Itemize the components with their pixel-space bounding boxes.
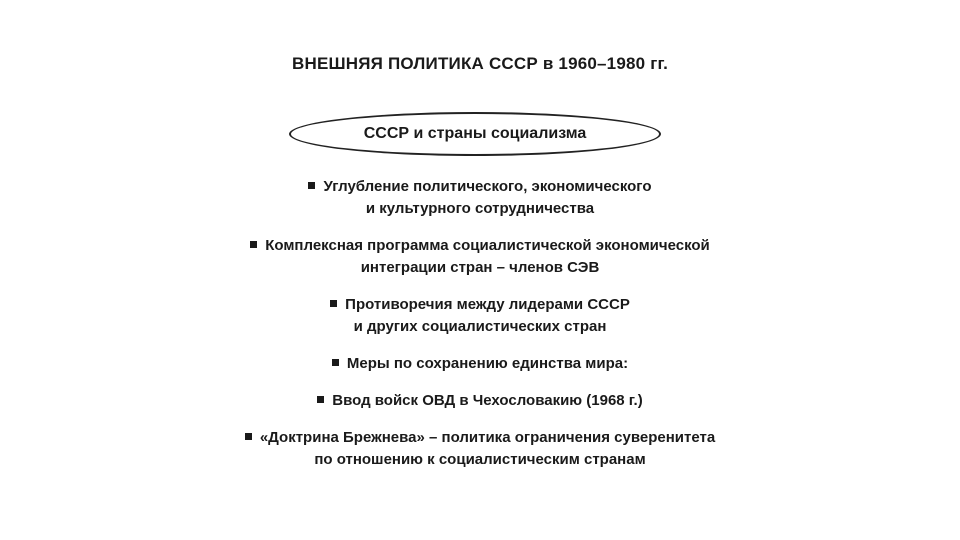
item-line-1: Ввод войск ОВД в Чехословакию (1968 г.) xyxy=(332,392,643,409)
item-line-2: и культурного сотрудничества xyxy=(365,200,595,217)
list-item xyxy=(0,294,960,338)
item-line-1: Противоречия между лидерами СССР xyxy=(345,296,630,313)
square-bullet-icon xyxy=(308,182,315,189)
bullet-list xyxy=(0,176,960,486)
list-item xyxy=(0,390,960,412)
square-bullet-icon xyxy=(317,396,324,403)
item-line-2: интеграции стран – членов СЭВ xyxy=(360,259,600,276)
item-line-1: Комплексная программа социалистической экономической xyxy=(265,237,710,254)
item-line-1: Меры по сохранению единства мира: xyxy=(346,355,629,372)
list-item xyxy=(0,427,960,471)
item-line-1: Углубление политического, экономического xyxy=(323,178,652,195)
item-line-2: по отношению к социалистическим странам xyxy=(314,451,646,468)
list-item xyxy=(0,176,960,220)
item-line-1: «Доктрина Брежнева» – политика ограничения суверенитета xyxy=(259,429,716,446)
item-line-2: и других социалистических стран xyxy=(353,318,607,335)
square-bullet-icon xyxy=(245,433,252,440)
oval-label: СССР и страны социализма xyxy=(363,125,587,142)
page-title: ВНЕШНЯЯ ПОЛИТИКА СССР в 1960–1980 гг. xyxy=(291,54,669,73)
list-item xyxy=(0,353,960,375)
square-bullet-icon xyxy=(250,241,257,248)
topic-oval xyxy=(289,112,661,156)
list-item xyxy=(0,235,960,279)
square-bullet-icon xyxy=(332,359,339,366)
square-bullet-icon xyxy=(330,300,337,307)
